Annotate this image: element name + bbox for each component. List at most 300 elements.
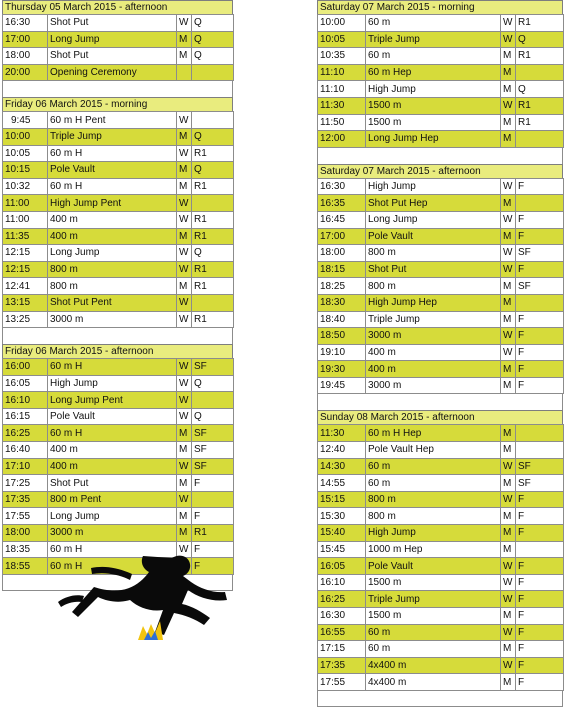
table-row <box>318 558 564 575</box>
round-cell <box>516 294 564 311</box>
round-cell: SF <box>516 278 564 295</box>
round-cell: F <box>192 475 234 492</box>
round-cell: F <box>516 608 564 625</box>
event-cell: 800 m <box>366 508 501 525</box>
event-cell: High Jump <box>48 375 177 392</box>
round-cell: R1 <box>192 261 234 278</box>
time-cell: 17:00 <box>3 31 48 48</box>
time-cell: 16:55 <box>318 624 366 641</box>
event-cell: Pole Vault Hep <box>366 442 501 459</box>
time-cell: 17:35 <box>318 657 366 674</box>
gender-cell: M <box>177 228 192 245</box>
event-cell: 60 m H <box>48 178 177 195</box>
event-cell: 4x400 m <box>366 674 501 691</box>
round-cell: Q <box>192 48 234 65</box>
event-cell: Shot Put Pent <box>48 294 177 311</box>
table-row <box>318 48 564 65</box>
table-row <box>318 31 564 48</box>
time-cell: 18:25 <box>318 278 366 295</box>
gender-cell: M <box>501 294 516 311</box>
event-cell: 400 m <box>48 442 177 459</box>
time-cell: 15:30 <box>318 508 366 525</box>
gender-cell: W <box>177 261 192 278</box>
gender-cell: W <box>501 344 516 361</box>
table-row <box>318 458 564 475</box>
schedule-table <box>317 178 564 395</box>
event-cell: 60 m <box>366 475 501 492</box>
event-cell: Long Jump Hep <box>366 131 501 148</box>
gender-cell: M <box>177 48 192 65</box>
round-cell: SF <box>192 442 234 459</box>
event-cell: Pole Vault <box>366 558 501 575</box>
gender-cell <box>177 64 192 81</box>
gender-cell: W <box>501 458 516 475</box>
gender-cell: M <box>501 311 516 328</box>
event-cell: 60 m H <box>48 541 177 558</box>
round-cell: SF <box>516 475 564 492</box>
round-cell: R1 <box>516 114 564 131</box>
event-cell: 800 m <box>366 278 501 295</box>
gender-cell: M <box>501 425 516 442</box>
event-cell: 1500 m <box>366 574 501 591</box>
round-cell: F <box>516 624 564 641</box>
time-cell: 16:35 <box>318 195 366 212</box>
time-cell: 17:55 <box>318 674 366 691</box>
round-cell: F <box>192 558 234 575</box>
event-cell: 60 m H <box>48 425 177 442</box>
time-cell: 11:30 <box>318 425 366 442</box>
table-row <box>318 311 564 328</box>
event-cell: High Jump Pent <box>48 195 177 212</box>
event-cell: 800 m <box>366 245 501 262</box>
round-cell <box>516 425 564 442</box>
time-cell: 18:35 <box>3 541 48 558</box>
event-cell: Long Jump <box>48 508 177 525</box>
time-cell: 18:30 <box>318 294 366 311</box>
round-cell: R1 <box>516 48 564 65</box>
round-cell <box>192 64 234 81</box>
time-cell: 11:00 <box>3 195 48 212</box>
event-cell: 60 m H <box>48 558 177 575</box>
table-row <box>3 15 234 32</box>
gender-cell: W <box>501 491 516 508</box>
time-cell: 16:30 <box>318 178 366 195</box>
time-cell: 15:40 <box>318 525 366 542</box>
time-cell: 17:35 <box>3 491 48 508</box>
table-row <box>318 525 564 542</box>
event-cell: Long Jump <box>366 211 501 228</box>
gender-cell: W <box>177 112 192 129</box>
time-cell: 18:00 <box>3 48 48 65</box>
gender-cell: W <box>177 408 192 425</box>
time-cell: 10:32 <box>3 178 48 195</box>
round-cell: F <box>516 525 564 542</box>
gender-cell: W <box>177 145 192 162</box>
round-cell: Q <box>192 128 234 145</box>
round-cell: F <box>516 377 564 394</box>
table-row <box>318 491 564 508</box>
table-row <box>318 377 564 394</box>
table-row <box>318 475 564 492</box>
schedule-table <box>2 14 234 81</box>
table-row <box>3 294 234 311</box>
round-cell: F <box>516 674 564 691</box>
time-cell: 14:30 <box>318 458 366 475</box>
round-cell: R1 <box>192 145 234 162</box>
time-cell: 9:45 <box>3 112 48 129</box>
table-row <box>318 64 564 81</box>
time-cell: 10:00 <box>3 128 48 145</box>
time-cell: 11:30 <box>318 97 366 114</box>
time-cell: 11:35 <box>3 228 48 245</box>
gender-cell: W <box>177 195 192 212</box>
event-cell: 400 m <box>48 228 177 245</box>
event-cell: Opening Ceremony <box>48 64 177 81</box>
table-row <box>3 211 234 228</box>
table-row <box>318 245 564 262</box>
time-cell: 16:40 <box>3 442 48 459</box>
time-cell: 13:15 <box>3 294 48 311</box>
event-cell: 800 m <box>48 261 177 278</box>
table-row <box>3 195 234 212</box>
time-cell: 16:45 <box>318 211 366 228</box>
table-row <box>318 541 564 558</box>
gender-cell: W <box>177 311 192 328</box>
table-row <box>3 311 234 328</box>
round-cell: F <box>516 228 564 245</box>
round-cell: Q <box>192 31 234 48</box>
time-cell: 20:00 <box>3 64 48 81</box>
table-row <box>318 15 564 32</box>
table-row <box>3 162 234 179</box>
round-cell: SF <box>192 458 234 475</box>
round-cell: R1 <box>192 178 234 195</box>
gender-cell: M <box>501 608 516 625</box>
gender-cell: M <box>501 228 516 245</box>
event-cell: 60 m H Hep <box>366 425 501 442</box>
table-row <box>3 178 234 195</box>
time-cell: 10:00 <box>318 15 366 32</box>
time-cell: 17:55 <box>3 508 48 525</box>
gender-cell: W <box>501 31 516 48</box>
round-cell: F <box>516 641 564 658</box>
time-cell: 12:40 <box>318 442 366 459</box>
gender-cell: W <box>177 375 192 392</box>
section-title: Friday 06 March 2015 - morning <box>2 97 233 111</box>
event-cell: 60 m <box>366 48 501 65</box>
event-cell: Triple Jump <box>366 311 501 328</box>
table-row <box>3 359 234 376</box>
event-cell: 400 m <box>48 211 177 228</box>
round-cell: Q <box>516 31 564 48</box>
gender-cell: M <box>501 475 516 492</box>
table-row <box>3 228 234 245</box>
gender-cell: M <box>177 442 192 459</box>
round-cell: Q <box>192 375 234 392</box>
round-cell: Q <box>192 162 234 179</box>
event-cell: High Jump <box>366 81 501 98</box>
round-cell: R1 <box>192 228 234 245</box>
time-cell: 18:50 <box>318 328 366 345</box>
gender-cell: M <box>177 425 192 442</box>
table-row <box>318 442 564 459</box>
event-cell: 3000 m <box>48 311 177 328</box>
event-cell: 60 m <box>366 624 501 641</box>
round-cell: SF <box>516 458 564 475</box>
section-title: Saturday 07 March 2015 - morning <box>317 0 563 14</box>
round-cell: SF <box>192 425 234 442</box>
event-cell: Pole Vault <box>48 162 177 179</box>
event-cell: Long Jump <box>48 245 177 262</box>
time-cell: 15:15 <box>318 491 366 508</box>
event-cell: Triple Jump <box>366 591 501 608</box>
round-cell: F <box>516 261 564 278</box>
round-cell: F <box>516 178 564 195</box>
gender-cell: M <box>501 278 516 295</box>
round-cell: SF <box>192 359 234 376</box>
event-cell: 60 m <box>366 15 501 32</box>
round-cell: R1 <box>516 97 564 114</box>
time-cell: 16:10 <box>318 574 366 591</box>
gender-cell: W <box>501 624 516 641</box>
gender-cell: M <box>501 442 516 459</box>
time-cell: 12:41 <box>3 278 48 295</box>
table-row <box>3 442 234 459</box>
event-cell: Triple Jump <box>48 128 177 145</box>
event-cell: High Jump <box>366 178 501 195</box>
event-cell: 60 m <box>366 641 501 658</box>
table-row <box>3 128 234 145</box>
table-row <box>318 344 564 361</box>
time-cell: 19:45 <box>318 377 366 394</box>
gender-cell: W <box>177 359 192 376</box>
table-row <box>3 48 234 65</box>
table-row <box>318 641 564 658</box>
section-title: Friday 06 March 2015 - afternoon <box>2 344 233 358</box>
section-spacer <box>2 81 233 97</box>
round-cell: R1 <box>192 278 234 295</box>
time-cell: 11:10 <box>318 64 366 81</box>
table-row <box>318 131 564 148</box>
gender-cell: W <box>501 328 516 345</box>
gender-cell: M <box>501 508 516 525</box>
table-row <box>318 608 564 625</box>
event-cell: 400 m <box>48 458 177 475</box>
gender-cell: W <box>177 491 192 508</box>
gender-cell: M <box>177 31 192 48</box>
event-cell: 60 m <box>366 458 501 475</box>
gender-cell: M <box>501 48 516 65</box>
gender-cell: W <box>177 392 192 409</box>
event-cell: Long Jump Pent <box>48 392 177 409</box>
round-cell <box>516 131 564 148</box>
gender-cell: M <box>177 278 192 295</box>
time-cell: 16:25 <box>3 425 48 442</box>
time-cell: 18:55 <box>3 558 48 575</box>
gender-cell: W <box>501 97 516 114</box>
round-cell: F <box>516 311 564 328</box>
table-row <box>318 657 564 674</box>
table-row <box>3 278 234 295</box>
schedule-table <box>317 14 564 148</box>
round-cell: Q <box>192 245 234 262</box>
table-row <box>3 425 234 442</box>
table-row <box>3 525 234 542</box>
table-row <box>318 508 564 525</box>
table-row <box>3 64 234 81</box>
time-cell: 17:00 <box>318 228 366 245</box>
time-cell: 16:10 <box>3 392 48 409</box>
time-cell: 10:05 <box>3 145 48 162</box>
gender-cell: M <box>177 525 192 542</box>
table-row <box>3 375 234 392</box>
event-cell: 1000 m Hep <box>366 541 501 558</box>
gender-cell: W <box>501 211 516 228</box>
round-cell <box>516 442 564 459</box>
round-cell: F <box>192 508 234 525</box>
time-cell: 16:00 <box>3 359 48 376</box>
time-cell: 18:00 <box>318 245 366 262</box>
gender-cell: W <box>501 558 516 575</box>
schedule-table <box>2 111 234 328</box>
event-cell: 800 m <box>366 491 501 508</box>
time-cell: 16:05 <box>3 375 48 392</box>
event-cell: 4x400 m <box>366 657 501 674</box>
time-cell: 18:40 <box>318 311 366 328</box>
table-row <box>3 112 234 129</box>
gender-cell: M <box>501 377 516 394</box>
gender-cell: M <box>501 114 516 131</box>
gender-cell: W <box>177 294 192 311</box>
round-cell: R1 <box>192 211 234 228</box>
event-cell: 400 m <box>366 344 501 361</box>
table-row <box>318 624 564 641</box>
time-cell: 16:05 <box>318 558 366 575</box>
gender-cell: W <box>177 458 192 475</box>
table-row <box>3 261 234 278</box>
round-cell: F <box>516 591 564 608</box>
event-cell: Shot Put Hep <box>366 195 501 212</box>
gender-cell: M <box>501 525 516 542</box>
gender-cell: M <box>177 178 192 195</box>
time-cell: 12:15 <box>3 261 48 278</box>
time-cell: 18:15 <box>318 261 366 278</box>
table-row <box>3 491 234 508</box>
round-cell <box>192 195 234 212</box>
event-cell: 800 m Pent <box>48 491 177 508</box>
gender-cell: W <box>177 541 192 558</box>
table-row <box>318 574 564 591</box>
gender-cell: M <box>177 162 192 179</box>
gender-cell: W <box>501 261 516 278</box>
time-cell: 11:00 <box>3 211 48 228</box>
round-cell: Q <box>516 81 564 98</box>
round-cell: F <box>516 211 564 228</box>
round-cell: Q <box>192 15 234 32</box>
event-cell: 1500 m <box>366 608 501 625</box>
round-cell <box>192 112 234 129</box>
time-cell: 15:45 <box>318 541 366 558</box>
gender-cell: W <box>501 15 516 32</box>
event-cell: 3000 m <box>366 328 501 345</box>
gender-cell: M <box>501 81 516 98</box>
table-row <box>318 114 564 131</box>
schedule-table <box>317 424 564 691</box>
round-cell: F <box>516 491 564 508</box>
event-cell: Shot Put <box>48 475 177 492</box>
table-row <box>3 31 234 48</box>
round-cell: R1 <box>192 311 234 328</box>
gender-cell: M <box>501 641 516 658</box>
gender-cell: M <box>177 475 192 492</box>
gender-cell: W <box>501 245 516 262</box>
gender-cell: W <box>177 15 192 32</box>
event-cell: 60 m Hep <box>366 64 501 81</box>
round-cell: F <box>192 541 234 558</box>
gender-cell: W <box>177 211 192 228</box>
gender-cell: M <box>501 541 516 558</box>
section-spacer <box>2 328 233 344</box>
time-cell: 13:25 <box>3 311 48 328</box>
table-row <box>318 97 564 114</box>
round-cell: F <box>516 328 564 345</box>
event-cell: Shot Put <box>366 261 501 278</box>
time-cell: 12:00 <box>318 131 366 148</box>
time-cell: 14:55 <box>318 475 366 492</box>
round-cell: R1 <box>192 525 234 542</box>
table-row <box>3 508 234 525</box>
time-cell: 19:30 <box>318 361 366 378</box>
table-row <box>318 178 564 195</box>
event-cell: 3000 m <box>48 525 177 542</box>
round-cell: F <box>516 344 564 361</box>
section-spacer <box>317 394 563 410</box>
event-cell: Pole Vault <box>48 408 177 425</box>
event-cell: Long Jump <box>48 31 177 48</box>
time-cell: 11:10 <box>318 81 366 98</box>
table-row <box>318 81 564 98</box>
event-cell: 400 m <box>366 361 501 378</box>
time-cell: 19:10 <box>318 344 366 361</box>
table-row <box>3 245 234 262</box>
gender-cell: W <box>501 574 516 591</box>
time-cell: 16:30 <box>318 608 366 625</box>
round-cell: F <box>516 361 564 378</box>
table-row <box>3 408 234 425</box>
gender-cell: M <box>501 361 516 378</box>
event-cell: 800 m <box>48 278 177 295</box>
event-cell: High Jump Hep <box>366 294 501 311</box>
gender-cell: M <box>501 195 516 212</box>
table-row <box>3 392 234 409</box>
gender-cell: W <box>501 591 516 608</box>
time-cell: 16:30 <box>3 15 48 32</box>
event-cell: Triple Jump <box>366 31 501 48</box>
time-cell: 11:50 <box>318 114 366 131</box>
round-cell <box>516 64 564 81</box>
left-schedule-column <box>2 0 233 591</box>
table-row <box>318 294 564 311</box>
event-cell: 1500 m <box>366 97 501 114</box>
time-cell: 12:15 <box>3 245 48 262</box>
round-cell: F <box>516 574 564 591</box>
round-cell: R1 <box>516 15 564 32</box>
round-cell <box>192 491 234 508</box>
round-cell <box>192 392 234 409</box>
event-cell: High Jump <box>366 525 501 542</box>
section-title: Saturday 07 March 2015 - afternoon <box>317 164 563 178</box>
gender-cell: M <box>501 131 516 148</box>
